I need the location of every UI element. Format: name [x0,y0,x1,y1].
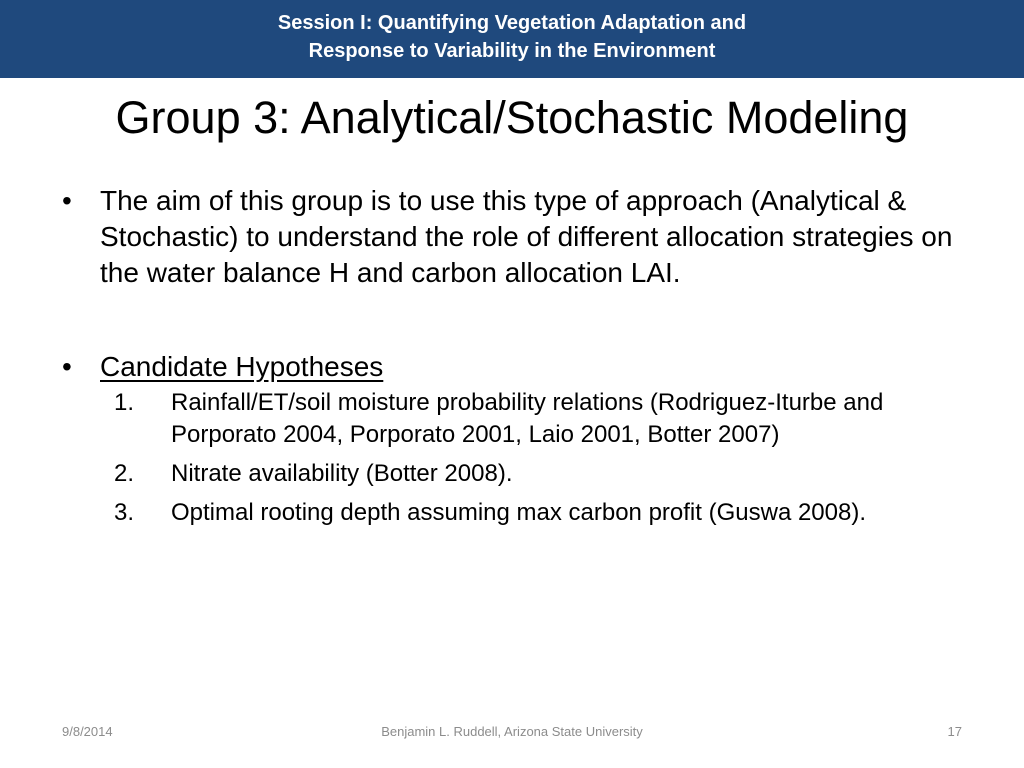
footer-credit: Benjamin L. Ruddell, Arizona State University [381,724,643,739]
bullet-dot-icon: • [62,185,72,216]
hypothesis-item [62,458,992,490]
hypothesis-text: Optimal rooting depth assuming max carbon profit (Guswa 2008). [171,499,867,526]
session-title-line-1: Session I: Quantifying Vegetation Adaptation and [277,12,747,34]
hypothesis-text: Nitrate availability (Botter 2008). [171,460,513,487]
hypothesis-number: 1. [114,389,135,416]
footer-date: 9/8/2014 [62,724,113,739]
slide-title: Group 3: Analytical/Stochastic Modeling [115,92,909,143]
bullet-aim-text: The aim of this group is to use this type of approach (Analytical & Stochastic) to understand the role of different allocation strategies on the water balance H and carbon allocation LAI. [100,185,953,288]
bullet-hypotheses [62,349,992,385]
hypotheses-list [62,387,992,529]
session-title-line-2: Response to Variability in the Environment [308,40,716,62]
slide-content [62,183,992,536]
session-banner [0,0,1024,78]
hypothesis-text: Rainfall/ET/soil moisture probability relations (Rodriguez-Iturbe and Porporato 2004, Porporato 2001, Laio 2001, Botter 2007) [171,389,884,448]
hypothesis-item [62,497,992,529]
bullet-dot-icon: • [62,351,72,382]
hypothesis-number: 3. [114,499,135,526]
bullet-aim [62,183,992,291]
footer-page-number: 17 [947,724,962,739]
bullet-hypotheses-heading: Candidate Hypotheses [100,351,384,382]
hypothesis-item [62,387,992,451]
hypothesis-number: 2. [114,460,135,487]
